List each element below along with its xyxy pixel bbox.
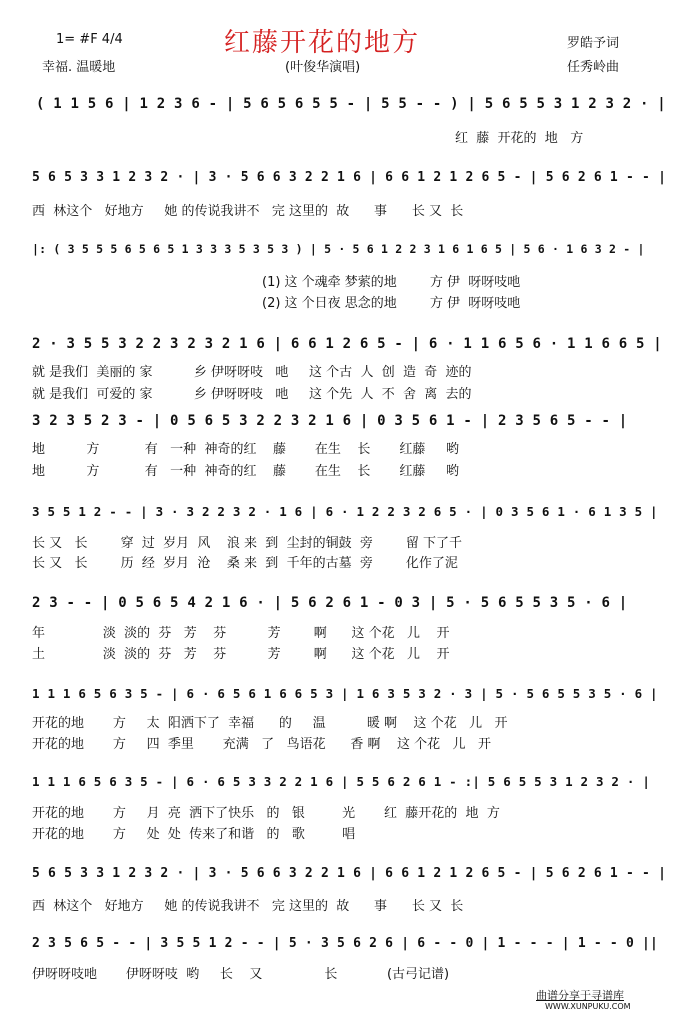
lyric-line: 地 方 有 一种 神奇的红 藤 在生 长 红藤 哟 xyxy=(32,464,460,479)
notation-line: ( 1 1 5 6 | 1 2 3 6 - | 5 6 5 6 5 5 - | 5 5 - - ) | 5 6 5 5 3 1 2 3 2 · | xyxy=(36,96,666,112)
notation-line: 2 3 - - | 0 5 6 5 4 2 1 6 · | 5 6 2 6 1 - 0 3 | 5 · 5 6 5 5 3 5 · 6 | xyxy=(32,595,628,611)
lyric-line: 开花的地 方 月 亮 洒下了快乐 的 银 光 红 藤开花的 地 方 xyxy=(32,806,500,821)
composer-credit: 任秀岭曲 xyxy=(567,60,620,75)
notation-line: 2 · 3 5 5 3 2 2 3 2 3 2 1 6 | 6 6 1 2 6 5 - | 6 · 1 1 6 5 6 · 1 1 6 6 5 | xyxy=(32,336,662,352)
lyricist-credit: 罗皓予词 xyxy=(567,36,620,51)
lyric-line: 就 是我们 可爱的 家 乡 伊呀呀吱 吔 这 个先 人 不 舍 离 去的 xyxy=(32,387,472,402)
notation-line: 1 1 1 6 5 6 3 5 - | 6 · 6 5 6 1 6 6 5 3 | 1 6 3 5 3 2 · 3 | 5 · 5 6 5 5 3 5 · 6 | xyxy=(32,686,658,701)
lyric-line: 就 是我们 美丽的 家 乡 伊呀呀吱 吔 这 个古 人 创 造 奇 迹的 xyxy=(32,365,472,380)
site-watermark[interactable]: 曲谱分享于寻谱库 xyxy=(536,989,624,1002)
site-url[interactable]: WWW.XUNPUKU.COM xyxy=(545,1002,631,1011)
notation-line: 1 1 1 6 5 6 3 5 - | 6 · 6 5 3 3 2 2 1 6 | 5 5 6 2 6 1 - :| 5 6 5 5 3 1 2 3 2 · | xyxy=(32,774,651,789)
mood-marking: 幸福. 温暖地 xyxy=(42,60,116,75)
notation-line: 3 2 3 5 2 3 - | 0 5 6 5 3 2 2 3 2 1 6 | 0 3 5 6 1 - | 2 3 5 6 5 - - | xyxy=(32,413,628,429)
notation-line: 5 6 5 3 3 1 2 3 2 · | 3 · 5 6 6 3 2 2 1 6 | 6 6 1 2 1 2 6 5 - | 5 6 2 6 1 - - | xyxy=(32,170,667,185)
lyric-line: (1) 这 个魂牵 梦萦的地 方 伊 呀呀吱吔 xyxy=(262,275,521,290)
lyric-line: 年 淡 淡的 芬 芳 芬 芳 啊 这 个花 儿 开 xyxy=(32,626,450,641)
lyric-line: 长 又 长 穿 过 岁月 风 浪 来 到 尘封的铜鼓 旁 留 下了千 xyxy=(32,536,463,551)
lyric-line: 开花的地 方 四 季里 充满 了 鸟语花 香 啊 这 个花 儿 开 xyxy=(32,737,491,752)
notation-line: 5 6 5 3 3 1 2 3 2 · | 3 · 5 6 6 3 2 2 1 6 | 6 6 1 2 1 2 6 5 - | 5 6 2 6 1 - - | xyxy=(32,866,667,881)
notation-line: 3 5 5 1 2 - - | 3 · 3 2 2 3 2 · 1 6 | 6 · 1 2 2 3 2 6 5 · | 0 3 5 6 1 · 6 1 3 5 | xyxy=(32,504,658,519)
notation-line: |: ( 3 5 5 5 6 5 6 5 1 3 3 3 5 3 5 3 ) | 5 · 5 6 1 2 2 3 1 6 1 6 5 | 5 6 · 1 6 3 2 - | xyxy=(32,242,645,256)
lyric-line: 开花的地 方 处 处 传来了和谐 的 歌 唱 xyxy=(32,827,356,842)
key-signature: 1= #F 4/4 xyxy=(56,32,123,47)
lyric-line: 开花的地 方 太 阳洒下了 幸福 的 温 暖 啊 这 个花 儿 开 xyxy=(32,716,508,731)
lyric-line: 西 林这个 好地方 她 的传说我讲不 完 这里的 故 事 长 又 长 xyxy=(32,899,464,914)
notation-line: 2 3 5 6 5 - - | 3 5 5 1 2 - - | 5 · 3 5 6 2 6 | 6 - - 0 | 1 - - - | 1 - - 0 || xyxy=(32,936,659,951)
singer-credit: (叶俊华演唱) xyxy=(285,60,361,75)
lyric-line: 红 藤 开花的 地 方 xyxy=(455,131,584,146)
song-title: 红藤开花的地方 xyxy=(224,28,421,58)
lyric-line: 伊呀呀吱吔 伊呀呀吱 哟 长 又 长 (古弓记谱) xyxy=(32,967,450,982)
lyric-line: 西 林这个 好地方 她 的传说我讲不 完 这里的 故 事 长 又 长 xyxy=(32,204,464,219)
lyric-line: 地 方 有 一种 神奇的红 藤 在生 长 红藤 哟 xyxy=(32,442,460,457)
lyric-line: (2) 这 个日夜 思念的地 方 伊 呀呀吱吔 xyxy=(262,296,521,311)
lyric-line: 长 又 长 历 经 岁月 沧 桑 来 到 千年的古墓 旁 化作了泥 xyxy=(32,556,458,571)
lyric-line: 土 淡 淡的 芬 芳 芬 芳 啊 这 个花 儿 开 xyxy=(32,647,450,662)
